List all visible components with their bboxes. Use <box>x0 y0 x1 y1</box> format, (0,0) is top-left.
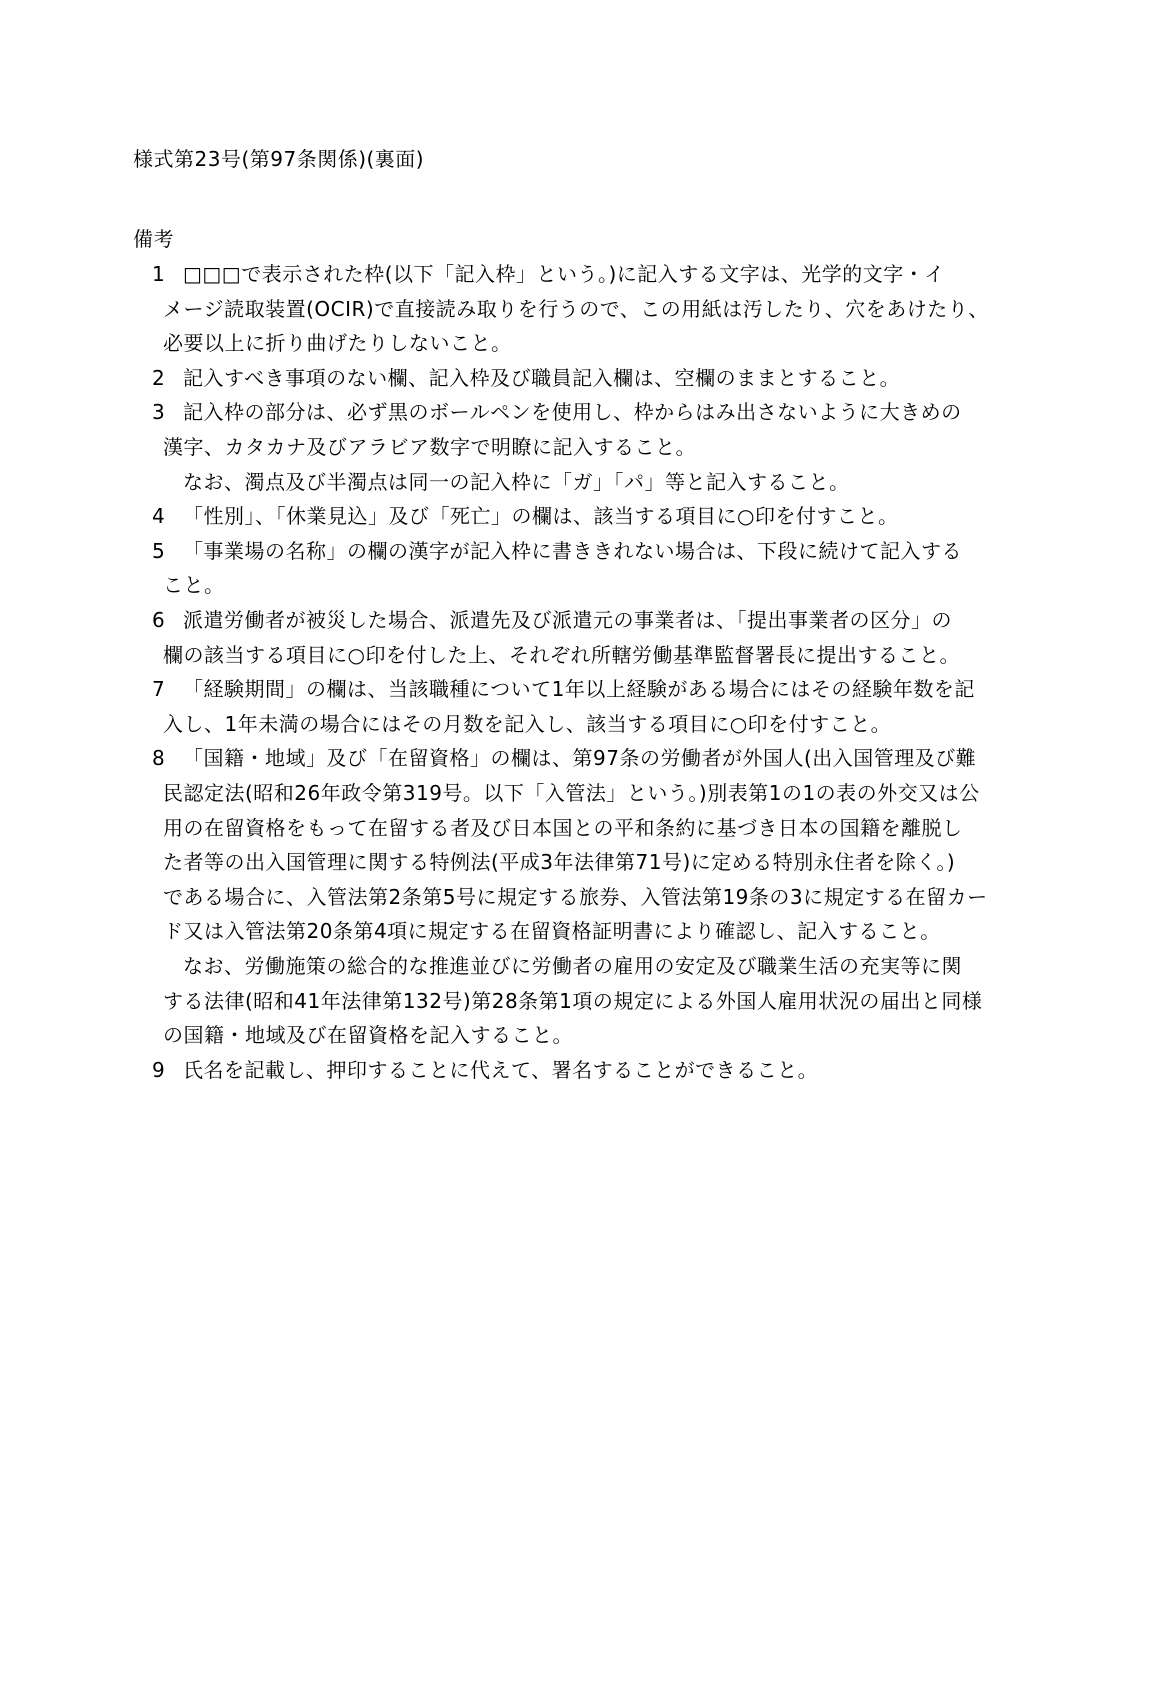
remark-line: た者等の出入国管理に関する特例法(平成3年法律第71号)に定める特別永住者を除く。) <box>163 850 956 875</box>
remark-line: ド又は入管法第20条第4項に規定する在留資格証明書により確認し、記入すること。 <box>163 919 941 944</box>
remark-line: 入し、1年未満の場合にはその月数を記入し、該当する項目に○印を付すこと。 <box>163 711 892 736</box>
remark-note-line: なお、労働施策の総合的な推進並びに労働者の雇用の安定及び職業生活の充実等に関 <box>183 954 962 978</box>
remark-number: 5 <box>152 538 165 563</box>
remark-line: である場合に、入管法第2条第5号に規定する旅券、入管法第19条の3に規定する在留カー <box>163 884 988 909</box>
remark-line: 記入枠の部分は、必ず黒のボールペンを使用し、枠からはみ出さないように大きめの <box>183 400 962 425</box>
remark-line: 漢字、カタカナ及びアラビア数字で明瞭に記入すること。 <box>163 435 696 459</box>
remark-line: 氏名を記載し、押印することに代えて、署名することができること。 <box>183 1057 819 1082</box>
remark-line: こと。 <box>163 573 225 598</box>
remark-line: メージ読取装置(OCIR)で直接読み取りを行うので、この用紙は汚したり、穴をあけたり、 <box>163 296 989 321</box>
remark-line: 「事業場の名称」の欄の漢字が記入枠に書ききれない場合は、下段に続けて記入する <box>183 538 962 563</box>
remark-number: 4 <box>152 504 165 529</box>
remark-line: 派遣労働者が被災した場合、派遣先及び派遣元の事業者は、「提出事業者の区分」の <box>183 608 952 632</box>
remark-number: 2 <box>152 365 165 390</box>
remarks-heading: 備考 <box>133 227 174 251</box>
remark-number: 3 <box>152 400 165 425</box>
remark-line: 欄の該当する項目に○印を付した上、それぞれ所轄労働基準監督署長に提出すること。 <box>163 642 960 667</box>
remark-line: 「性別」、「休業見込」及び「死亡」の欄は、該当する項目に○印を付すこと。 <box>183 504 899 529</box>
remark-number: 9 <box>152 1057 165 1082</box>
remark-line: 記入すべき事項のない欄、記入枠及び職員記入欄は、空欄のままとすること。 <box>183 365 901 390</box>
remark-line: 「国籍・地域」及び「在留資格」の欄は、第97条の労働者が外国人(出入国管理及び難 <box>183 746 977 771</box>
remark-note-line: なお、濁点及び半濁点は同一の記入枠に「ガ」「パ」等と記入すること。 <box>183 469 850 494</box>
form-title: 様式第23号(第97条関係)(裏面) <box>133 147 425 171</box>
remark-line: □□□で表示された枠(以下「記入枠」という。)に記入する文字は、光学的文字・イ <box>183 262 945 286</box>
remark-note-line: の国籍・地域及び在留資格を記入すること。 <box>163 1023 573 1048</box>
remark-number: 1 <box>152 262 165 286</box>
remark-line: 用の在留資格をもって在留する者及び日本国との平和条約に基づき日本の国籍を離脱し <box>163 815 963 840</box>
remark-number: 6 <box>152 608 165 632</box>
remark-line: 民認定法(昭和26年政令第319号。以下「入管法」という。)別表第1の1の表の外交又は公 <box>163 781 980 805</box>
remark-note-line: する法律(昭和41年法律第132号)第28条第1項の規定による外国人雇用状況の届出と同様 <box>163 988 983 1013</box>
remark-number: 8 <box>152 746 165 771</box>
remark-line: 必要以上に折り曲げたりしないこと。 <box>163 331 512 356</box>
remark-number: 7 <box>152 677 165 702</box>
remark-line: 「経験期間」の欄は、当該職種について1年以上経験がある場合にはその経験年数を記 <box>183 677 975 702</box>
